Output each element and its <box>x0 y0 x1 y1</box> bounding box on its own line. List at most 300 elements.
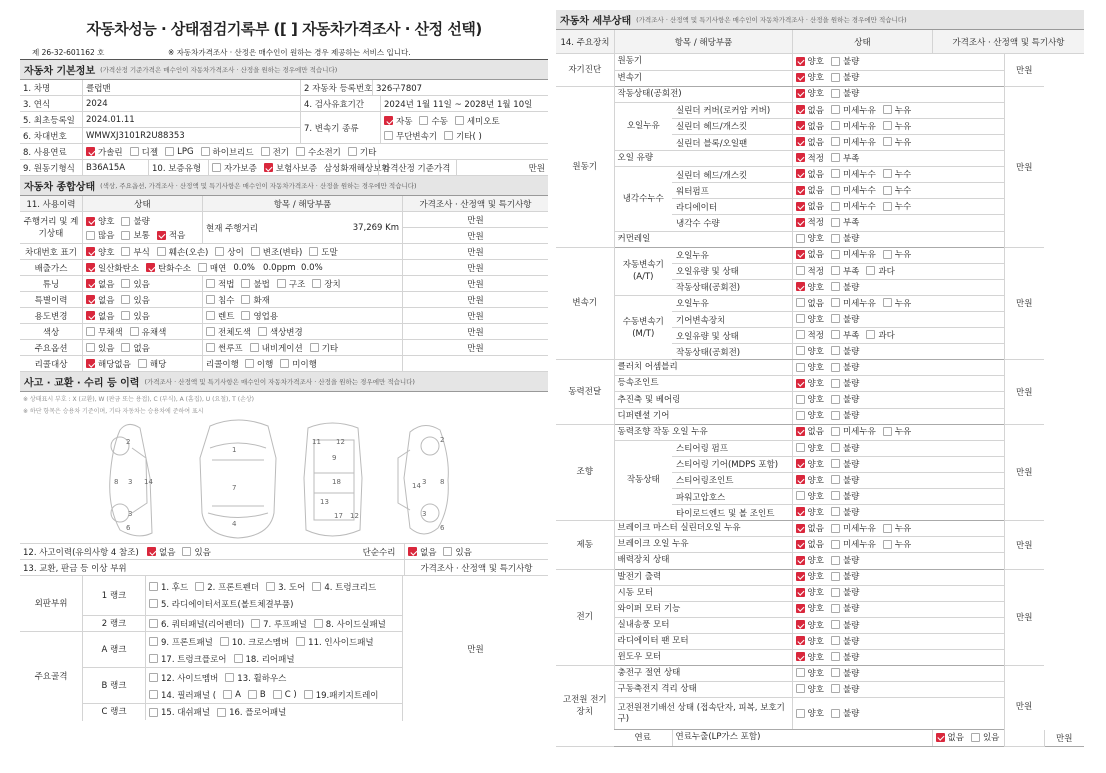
status-checkbox[interactable]: 불량 <box>831 409 859 421</box>
part-name: 작동상태(공회전) <box>672 279 792 295</box>
status-checkbox[interactable]: 양호 <box>796 409 824 421</box>
status-checkbox[interactable]: 불량 <box>831 393 859 405</box>
part-status <box>792 537 1004 553</box>
trans-manual-checkbox[interactable]: 수동 <box>419 115 447 127</box>
part-name: 디퍼렌셜 기어 <box>614 408 792 424</box>
status-checkbox[interactable]: 불량 <box>831 232 859 244</box>
recall-done-checkbox[interactable]: 이행 <box>245 358 273 370</box>
price-cell: 만원 <box>1004 54 1044 86</box>
status-checkbox[interactable]: 불량 <box>831 602 859 614</box>
vin-damage-checkbox[interactable]: 훼손(오손) <box>157 246 208 258</box>
part-status <box>792 118 1004 134</box>
part-status <box>792 472 1004 488</box>
status-checkbox[interactable]: 양호 <box>796 490 824 502</box>
svg-text:18: 18 <box>332 478 341 486</box>
part-name: 작동상태(공회전) <box>614 86 792 102</box>
status-checkbox[interactable]: 미세누유 <box>831 248 876 260</box>
overall-col-header: 11. 사용이력 상태 항목 / 해당부품 가격조사 · 산정액 및 특기사항 <box>20 196 548 212</box>
svg-text:3: 3 <box>128 478 133 486</box>
status-checkbox[interactable]: 불량 <box>831 442 859 454</box>
svg-text:12: 12 <box>350 512 359 520</box>
accident-none-checkbox[interactable]: 없음 <box>147 546 175 558</box>
status-checkbox[interactable]: 없음 <box>796 184 824 196</box>
doc-note: ※ 자동차가격조사 · 산정은 매수인이 원하는 경우 제공하는 서비스 입니다. <box>168 48 411 57</box>
options-no-checkbox[interactable]: 없음 <box>121 342 149 354</box>
status-checkbox[interactable]: 양호 <box>796 683 824 695</box>
mileage-bad-checkbox[interactable]: 불량 <box>121 215 149 227</box>
part-name: 라디에이터 팬 모터 <box>614 633 792 649</box>
status-checkbox[interactable]: 누유 <box>883 522 911 534</box>
part-name: 발전기 출력 <box>614 569 792 585</box>
status-checkbox[interactable]: 미세누유 <box>831 297 876 309</box>
status-checkbox[interactable]: 부족 <box>831 329 859 341</box>
hood-checkbox[interactable]: 1. 후드 <box>149 581 188 593</box>
part-status <box>792 54 1004 70</box>
recall-yes-checkbox[interactable]: 해당 <box>138 358 166 370</box>
part-status <box>792 70 1004 86</box>
recall-notdone-checkbox[interactable]: 미이행 <box>280 358 317 370</box>
status-checkbox[interactable]: 적정 <box>796 265 824 277</box>
part-name: 충전구 절연 상태 <box>614 666 792 682</box>
status-checkbox[interactable]: 양호 <box>796 71 824 83</box>
tuning-row: 튜닝 없음 있음 적법 불법 구조 장치 만원 <box>20 276 548 292</box>
pillar-a-checkbox[interactable]: A <box>223 690 241 700</box>
special-history-row: 특별이력 없음 있음 침수 화재 만원 <box>20 292 548 308</box>
price-cell: 만원 <box>1004 247 1044 360</box>
status-checkbox[interactable]: 불량 <box>831 570 859 582</box>
usage-change-row: 용도변경 없음 있음 렌트 영업용 만원 <box>20 308 548 324</box>
warranty-self-checkbox[interactable]: 자가보증 <box>212 162 257 174</box>
trans-cvt-checkbox[interactable]: 무단변속기 <box>384 130 437 142</box>
chromatic-checkbox[interactable]: 유채색 <box>130 326 167 338</box>
status-checkbox[interactable]: 미세누유 <box>831 425 876 437</box>
part-name: 워터펌프 <box>672 183 792 199</box>
status-checkbox[interactable]: 양호 <box>796 345 824 357</box>
part-name: 커먼레일 <box>614 231 792 247</box>
part-status <box>792 682 1004 698</box>
status-checkbox[interactable]: 양호 <box>796 651 824 663</box>
svg-text:8: 8 <box>440 478 445 486</box>
flood-checkbox[interactable]: 침수 <box>206 294 234 306</box>
part-name: 스티어링 펌프 <box>672 440 792 456</box>
usage-yes-checkbox[interactable]: 있음 <box>121 310 149 322</box>
svg-text:2: 2 <box>440 436 445 444</box>
quarter-panel-checkbox[interactable]: 6. 쿼터패널(리어펜더) <box>149 618 244 630</box>
accident-yes-checkbox[interactable]: 있음 <box>182 546 210 558</box>
exchange-header-row: 13. 교환, 판금 등 이상 부위 가격조사 · 산정액 및 특기사항 <box>20 560 548 576</box>
detail-row <box>556 247 1084 263</box>
car-outline-diagram <box>20 418 548 542</box>
part-name: 와이퍼 모터 기능 <box>614 601 792 617</box>
sub-group: 냉각수누수 <box>614 167 672 231</box>
cross-member-checkbox[interactable]: 10. 크로스멤버 <box>220 636 289 648</box>
emission-co-checkbox[interactable]: 일산화탄소 <box>86 262 139 274</box>
status-checkbox[interactable]: 과다 <box>866 265 894 277</box>
trans-other-checkbox[interactable]: 기타( ) <box>444 130 482 142</box>
device-group: 전기 <box>556 569 614 666</box>
status-checkbox[interactable]: 양호 <box>796 667 824 679</box>
status-checkbox[interactable]: 불량 <box>831 281 859 293</box>
status-checkbox[interactable]: 불량 <box>831 683 859 695</box>
part-status <box>792 312 1004 328</box>
door-checkbox[interactable]: 3. 도어 <box>266 581 305 593</box>
recall-none-checkbox[interactable]: 해당없음 <box>86 358 131 370</box>
svg-text:17: 17 <box>334 512 343 520</box>
part-name: 윈도우 모터 <box>614 649 792 665</box>
floor-panel-checkbox[interactable]: 16. 플로어패널 <box>217 706 286 718</box>
status-checkbox[interactable]: 미세누유 <box>831 136 876 148</box>
trans-auto-checkbox[interactable]: 자동 <box>384 115 412 127</box>
part-status <box>792 585 1004 601</box>
status-checkbox[interactable]: 없음 <box>936 731 964 743</box>
status-checkbox[interactable]: 불량 <box>831 506 859 518</box>
part-name: 실린더 커버(로커암 커버) <box>672 102 792 118</box>
detail-col-header: 14. 주요장치 항목 / 해당부품 상태 가격조사 · 산정액 및 특기사항 <box>556 30 1084 54</box>
vin-good-checkbox[interactable]: 양호 <box>86 246 114 258</box>
status-checkbox[interactable]: 미세누유 <box>831 522 876 534</box>
detail-table <box>556 54 1084 747</box>
tuning-yes-checkbox[interactable]: 있음 <box>121 278 149 290</box>
usage-none-checkbox[interactable]: 없음 <box>86 310 114 322</box>
status-checkbox[interactable]: 양호 <box>796 442 824 454</box>
status-checkbox[interactable]: 양호 <box>796 554 824 566</box>
status-checkbox[interactable]: 없음 <box>796 136 824 148</box>
part-status <box>792 295 1004 311</box>
status-checkbox[interactable]: 누유 <box>883 136 911 148</box>
left-column <box>20 10 548 721</box>
trunk-lid-checkbox[interactable]: 4. 트렁크리드 <box>312 581 376 593</box>
svg-text:2: 2 <box>126 438 131 446</box>
part-name: 시동 모터 <box>614 585 792 601</box>
status-checkbox[interactable]: 부족 <box>831 216 859 228</box>
device-group: 조향 <box>556 424 614 521</box>
status-checkbox[interactable]: 불량 <box>831 635 859 647</box>
status-checkbox[interactable]: 양호 <box>796 55 824 67</box>
status-checkbox[interactable]: 적정 <box>796 152 824 164</box>
status-checkbox[interactable]: 누유 <box>883 538 911 550</box>
status-checkbox[interactable]: 양호 <box>796 570 824 582</box>
options-yes-checkbox[interactable]: 있음 <box>86 342 114 354</box>
status-checkbox[interactable]: 불량 <box>831 377 859 389</box>
special-yes-checkbox[interactable]: 있음 <box>121 294 149 306</box>
status-checkbox[interactable]: 적정 <box>796 216 824 228</box>
status-checkbox[interactable]: 없음 <box>796 200 824 212</box>
part-name: 원동기 <box>614 54 792 70</box>
status-checkbox[interactable]: 불량 <box>831 667 859 679</box>
part-name: 기어변속장치 <box>672 312 792 328</box>
tuning-struct-checkbox[interactable]: 구조 <box>277 278 305 290</box>
package-tray-checkbox[interactable]: 19.패키지트레이 <box>304 689 379 701</box>
device-group: 연료 <box>614 730 672 746</box>
part-name: 등속조인트 <box>614 376 792 392</box>
fuel-hybrid-checkbox[interactable]: 하이브리드 <box>201 146 254 158</box>
status-checkbox[interactable]: 없음 <box>796 425 824 437</box>
status-checkbox[interactable]: 양호 <box>796 281 824 293</box>
status-checkbox[interactable]: 미세누유 <box>831 120 876 132</box>
warranty-insurer-checkbox[interactable]: 보험사보증 <box>264 162 317 174</box>
dash-panel-checkbox[interactable]: 15. 대쉬패널 <box>149 706 210 718</box>
status-checkbox[interactable]: 누수 <box>883 200 911 212</box>
part-status <box>792 183 1004 199</box>
pillar-b-checkbox[interactable]: B <box>248 690 266 700</box>
radiator-support-checkbox[interactable]: 5. 라디에이터서포트(볼트체결부품) <box>149 598 293 610</box>
part-name: 클러치 어셈블리 <box>614 360 792 376</box>
status-checkbox[interactable]: 불량 <box>831 87 859 99</box>
part-status <box>932 730 1044 746</box>
sunroof-checkbox[interactable]: 썬루프 <box>206 342 243 354</box>
status-checkbox[interactable]: 부족 <box>831 152 859 164</box>
status-checkbox[interactable]: 불량 <box>831 361 859 373</box>
accident-history-row: 12. 사고이력(유의사항 4 참조) 없음 있음 단순수리 없음 있음 <box>20 544 548 560</box>
status-checkbox[interactable]: 양호 <box>796 87 824 99</box>
emission-hc-checkbox[interactable]: 탄화수소 <box>146 262 191 274</box>
status-checkbox[interactable]: 없음 <box>796 248 824 260</box>
roof-panel-checkbox[interactable]: 7. 루프패널 <box>251 618 307 630</box>
mileage-good-checkbox[interactable]: 양호 <box>86 215 114 227</box>
price-cell: 만원 <box>1044 730 1084 746</box>
rear-panel-checkbox[interactable]: 18. 리어패널 <box>234 653 295 665</box>
status-checkbox[interactable]: 불량 <box>831 474 859 486</box>
accident-header: 사고 · 교환 · 수리 등 이력 (가격조사 · 산정액 및 특기사항은 매수인이 자동차가격조사 · 산정을 원하는 경우에만 적습니다) <box>20 372 548 392</box>
tuning-illegal-checkbox[interactable]: 불법 <box>241 278 269 290</box>
motor-row: 9. 원동기형식 B36A15A 10. 보증유형 자가보증 보험사보증 삼성화재해상보험 가격산정 기준가격 만원 <box>20 160 548 176</box>
exchange-table: 외판부위 1 랭크 1. 후드 2. 프론트펜더 3. 도어 4. 트렁크리드 5. 라디에이터서포트(볼트체결부품) 2 랭크 6. 쿼터패널(리어펜더) 7. 루프패널 8. 사이드실패널 주요골격 A 랭크 9. 프론트패널 10. 크로스멤버 11. 인사이드패널 17. 트렁크플로어 18. 리어패널 B 랭크 12. 사이드멤버 13. 휠하우스 14. 필러패널 ( A B C ) 19.패키지트레이 C 랭크 15. 대쉬패널 16. 플로어패널 만원 <box>20 576 548 721</box>
part-name: 오일누유 <box>672 295 792 311</box>
device-group: 변속기 <box>556 247 614 360</box>
status-checkbox[interactable]: 누유 <box>883 297 911 309</box>
part-name: 추진축 및 베어링 <box>614 392 792 408</box>
part-status <box>792 392 1004 408</box>
status-checkbox[interactable]: 부족 <box>831 265 859 277</box>
status-checkbox[interactable]: 양호 <box>796 232 824 244</box>
part-status <box>792 247 1004 263</box>
part-status <box>792 360 1004 376</box>
part-name: 오일누유 <box>672 247 792 263</box>
detail-row <box>556 569 1084 585</box>
part-status <box>792 102 1004 118</box>
detail-row <box>556 424 1084 440</box>
status-checkbox[interactable]: 누유 <box>883 248 911 260</box>
navigation-checkbox[interactable]: 내비게이션 <box>250 342 303 354</box>
vin-painted-checkbox[interactable]: 도말 <box>309 246 337 258</box>
status-checkbox[interactable]: 없음 <box>796 120 824 132</box>
front-fender-checkbox[interactable]: 2. 프론트펜더 <box>195 581 259 593</box>
fuel-hydrogen-checkbox[interactable]: 수소전기 <box>296 146 341 158</box>
vin-diff-checkbox[interactable]: 상이 <box>215 246 243 258</box>
status-checkbox[interactable]: 누유 <box>883 104 911 116</box>
part-name: 연료누출(LP가스 포함) <box>672 730 932 746</box>
svg-text:3: 3 <box>422 478 427 486</box>
fuel-diesel-checkbox[interactable]: 디젤 <box>130 146 158 158</box>
status-checkbox[interactable]: 없음 <box>796 104 824 116</box>
part-status <box>792 328 1004 344</box>
vin-mark-row: 차대번호 표기 양호 부식 훼손(오손) 상이 변조(변타) 도말 만원 <box>20 244 548 260</box>
part-status <box>792 376 1004 392</box>
price-cell: 만원 <box>1004 360 1044 424</box>
full-paint-checkbox[interactable]: 전체도색 <box>206 326 251 338</box>
status-checkbox[interactable]: 누유 <box>883 120 911 132</box>
status-checkbox[interactable]: 불량 <box>831 490 859 502</box>
part-status <box>792 167 1004 183</box>
status-checkbox[interactable]: 없음 <box>796 297 824 309</box>
status-checkbox[interactable]: 양호 <box>796 707 824 719</box>
part-name: 실내송풍 모터 <box>614 617 792 633</box>
fuel-lpg-checkbox[interactable]: LPG <box>165 147 193 157</box>
fuel-electric-checkbox[interactable]: 전기 <box>261 146 289 158</box>
status-checkbox[interactable]: 없음 <box>796 538 824 550</box>
simple-repair-yes-checkbox[interactable]: 있음 <box>443 546 471 558</box>
emission-row: 배출가스 일산화탄소 탄화수소 매연 0.0% 0.0ppm 0.0% 만원 <box>20 260 548 276</box>
status-checkbox[interactable]: 양호 <box>796 458 824 470</box>
options-row: 주요옵션 있음 없음 썬루프 내비게이션 기타 만원 <box>20 340 548 356</box>
svg-text:12: 12 <box>336 438 345 446</box>
part-status <box>792 215 1004 231</box>
svg-text:6: 6 <box>126 524 131 532</box>
svg-text:14: 14 <box>144 478 153 486</box>
basic-info-header: 자동차 기본정보 (가격산정 기준가격은 매수인이 자동차가격조사 · 산정을 원하는 경우에만 적습니다) <box>20 60 548 80</box>
sub-group: 수동변속기 (M/T) <box>614 295 672 359</box>
part-status <box>792 698 1004 730</box>
vin-rust-checkbox[interactable]: 부식 <box>121 246 149 258</box>
status-checkbox[interactable]: 양호 <box>796 602 824 614</box>
status-checkbox[interactable]: 미세누유 <box>831 104 876 116</box>
status-checkbox[interactable]: 불량 <box>831 619 859 631</box>
part-status <box>792 424 1004 440</box>
svg-text:8: 8 <box>114 478 119 486</box>
fuel-other-checkbox[interactable]: 기타 <box>348 146 376 158</box>
status-checkbox[interactable]: 누유 <box>883 425 911 437</box>
device-group: 원동기 <box>556 86 614 247</box>
status-checkbox[interactable]: 양호 <box>796 313 824 325</box>
trans-semi-checkbox[interactable]: 세미오토 <box>455 115 500 127</box>
status-checkbox[interactable]: 미세누수 <box>831 168 876 180</box>
status-checkbox[interactable]: 불량 <box>831 554 859 566</box>
pillar-panel-checkbox[interactable]: 14. 필러패널 ( <box>149 689 216 701</box>
part-status <box>792 151 1004 167</box>
detail-row <box>556 86 1084 102</box>
part-name: 스티어링 기어(MDPS 포함) <box>672 456 792 472</box>
status-checkbox[interactable]: 누수 <box>883 168 911 180</box>
vin-altered-checkbox[interactable]: 변조(변타) <box>251 246 302 258</box>
part-name: 브레이크 마스터 실린더오일 누유 <box>614 521 792 537</box>
part-name: 브레이크 오일 누유 <box>614 537 792 553</box>
simple-repair-none-checkbox[interactable]: 없음 <box>408 546 436 558</box>
status-checkbox[interactable]: 불량 <box>831 313 859 325</box>
emission-smoke-checkbox[interactable]: 매연 <box>198 262 226 274</box>
status-checkbox[interactable]: 미세누수 <box>831 200 876 212</box>
detail-row <box>556 666 1084 682</box>
page-title: 자동차성능 · 상태점검기록부 ([ ] 자동차가격조사 · 산정 선택) <box>86 19 482 38</box>
part-name: 작동상태(공회전) <box>672 344 792 360</box>
exchange-price: 만원 <box>402 576 548 721</box>
mileage-normal-checkbox[interactable]: 보통 <box>121 229 149 241</box>
part-name: 스티어링조인트 <box>672 472 792 488</box>
tuning-legal-checkbox[interactable]: 적법 <box>206 278 234 290</box>
status-checkbox[interactable]: 양호 <box>796 506 824 518</box>
status-checkbox[interactable]: 불량 <box>831 707 859 719</box>
status-checkbox[interactable]: 불량 <box>831 55 859 67</box>
basic-row-1: 1. 차명 클럽맨 2 자동차 등록번호 326구7807 <box>20 80 548 96</box>
detail-row <box>556 730 1084 746</box>
part-name: 실린더 헤드/개스킷 <box>672 118 792 134</box>
status-checkbox[interactable]: 있음 <box>971 731 999 743</box>
price-cell: 만원 <box>1004 666 1044 746</box>
status-checkbox[interactable]: 양호 <box>796 377 824 389</box>
status-checkbox[interactable]: 미세누유 <box>831 538 876 550</box>
mileage-many-checkbox[interactable]: 많음 <box>86 229 114 241</box>
status-checkbox[interactable]: 없음 <box>796 168 824 180</box>
status-checkbox[interactable]: 불량 <box>831 71 859 83</box>
fuel-gasoline-checkbox[interactable]: 가솔린 <box>86 146 123 158</box>
business-checkbox[interactable]: 영업용 <box>241 310 278 322</box>
part-status <box>792 86 1004 102</box>
part-name: 변속기 <box>614 70 792 86</box>
svg-text:14: 14 <box>412 482 421 490</box>
status-checkbox[interactable]: 양호 <box>796 393 824 405</box>
wheel-house-checkbox[interactable]: 13. 휠하우스 <box>225 672 286 684</box>
part-name: 구동축전지 격리 상태 <box>614 682 792 698</box>
svg-text:4: 4 <box>232 520 237 528</box>
part-status <box>792 134 1004 150</box>
color-change-checkbox[interactable]: 색상변경 <box>258 326 303 338</box>
svg-text:1: 1 <box>232 446 237 454</box>
front-panel-checkbox[interactable]: 9. 프론트패널 <box>149 636 213 648</box>
part-name: 오일 유량 <box>614 151 792 167</box>
side-sill-checkbox[interactable]: 8. 사이드실패널 <box>314 618 386 630</box>
part-status <box>792 521 1004 537</box>
special-none-checkbox[interactable]: 없음 <box>86 294 114 306</box>
status-checkbox[interactable]: 적정 <box>796 329 824 341</box>
part-name: 오일유량 및 상태 <box>672 263 792 279</box>
status-checkbox[interactable]: 불량 <box>831 586 859 598</box>
status-checkbox[interactable]: 미세누수 <box>831 184 876 196</box>
status-checkbox[interactable]: 불량 <box>831 458 859 470</box>
part-status <box>792 408 1004 424</box>
rent-checkbox[interactable]: 렌트 <box>206 310 234 322</box>
status-checkbox[interactable]: 누수 <box>883 184 911 196</box>
inside-panel-checkbox[interactable]: 11. 인사이드패널 <box>296 636 374 648</box>
part-status <box>792 649 1004 665</box>
status-checkbox[interactable]: 양호 <box>796 586 824 598</box>
achromatic-checkbox[interactable]: 무채색 <box>86 326 123 338</box>
part-status <box>792 199 1004 215</box>
trunk-floor-checkbox[interactable]: 17. 트렁크플로어 <box>149 653 227 665</box>
price-cell: 만원 <box>1004 521 1044 569</box>
mileage-low-checkbox[interactable]: 적음 <box>157 229 185 241</box>
status-checkbox[interactable]: 불량 <box>831 651 859 663</box>
side-member-checkbox[interactable]: 12. 사이드멤버 <box>149 672 218 684</box>
overall-header: 자동차 종합상태 (색상, 주요옵션, 가격조사 · 산정액 및 특기사항은 매수인이 자동차가격조사 · 산정을 원하는 경우에만 적습니다) <box>20 176 548 196</box>
status-checkbox[interactable]: 과다 <box>866 329 894 341</box>
status-checkbox[interactable]: 양호 <box>796 474 824 486</box>
sub-group: 자동변속기 (A/T) <box>614 247 672 295</box>
status-checkbox[interactable]: 불량 <box>831 345 859 357</box>
status-checkbox[interactable]: 양호 <box>796 619 824 631</box>
tuning-device-checkbox[interactable]: 장치 <box>312 278 340 290</box>
status-checkbox[interactable]: 양호 <box>796 361 824 373</box>
status-checkbox[interactable]: 양호 <box>796 635 824 647</box>
status-checkbox[interactable]: 없음 <box>796 522 824 534</box>
part-status <box>792 666 1004 682</box>
tuning-none-checkbox[interactable]: 없음 <box>86 278 114 290</box>
part-name: 오일유량 및 상태 <box>672 328 792 344</box>
color-row: 색상 무채색 유채색 전체도색 색상변경 만원 <box>20 324 548 340</box>
recall-row: 리콜대상 해당없음 해당 리콜이행 이행 미이행 <box>20 356 548 372</box>
options-other-checkbox[interactable]: 기타 <box>310 342 338 354</box>
pillar-c-checkbox[interactable]: C ) <box>273 690 297 700</box>
svg-text:6: 6 <box>440 524 445 532</box>
fire-checkbox[interactable]: 화재 <box>241 294 269 306</box>
